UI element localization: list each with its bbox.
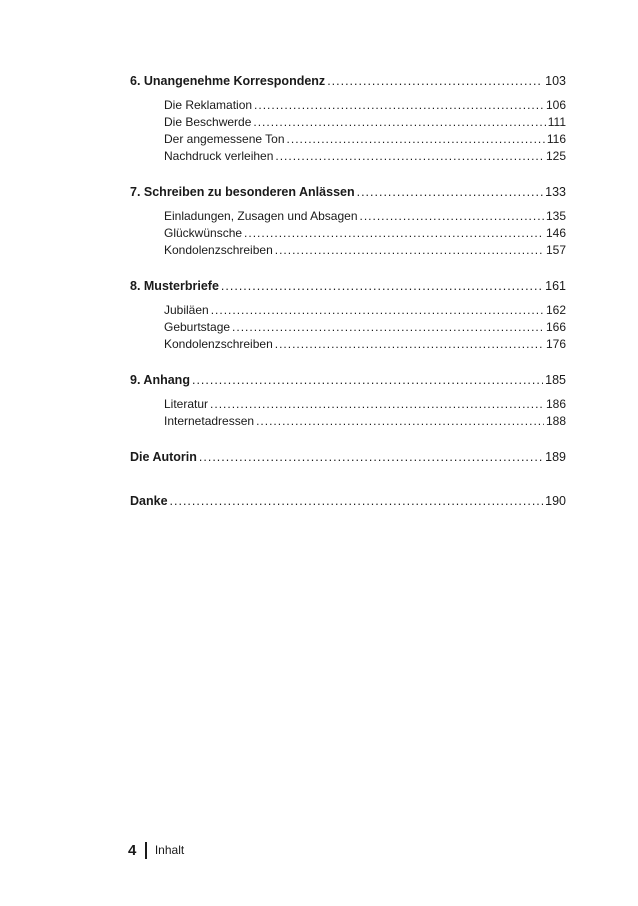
dot-leader — [275, 242, 544, 259]
dot-leader — [327, 72, 543, 90]
subsection-title: Kondolenzschreiben — [164, 337, 273, 351]
toc-subsection-entry[interactable] — [130, 114, 566, 131]
toc-subsection-entry[interactable] — [130, 413, 566, 430]
subsection-title: Geburtstage — [164, 320, 231, 334]
toc-subsection-entry[interactable] — [130, 131, 566, 148]
dot-leader — [211, 302, 544, 319]
dot-leader — [232, 319, 544, 336]
toc-subsection-list — [130, 208, 566, 259]
page-footer — [128, 840, 184, 860]
dot-leader — [192, 371, 543, 389]
toc-section — [130, 492, 566, 510]
page-number: 186 — [545, 397, 566, 411]
dot-leader — [256, 413, 544, 430]
dot-leader — [253, 114, 545, 131]
subsection-title: Literatur — [164, 397, 209, 411]
footer-divider — [145, 842, 147, 859]
footer-section-title: Inhalt — [154, 843, 185, 857]
toc-section — [130, 448, 566, 466]
page-number: 189 — [545, 450, 566, 464]
subsection-title: Jubiläen — [164, 303, 209, 317]
page-number: 135 — [545, 209, 566, 223]
toc-subsection-entry[interactable] — [130, 242, 566, 259]
page-number: 166 — [545, 320, 566, 334]
page-number: 106 — [545, 98, 566, 112]
chapter-title: 6. Unangenehme Korrespondenz — [130, 74, 326, 88]
subsection-title: Die Beschwerde — [164, 115, 252, 129]
toc-section — [130, 72, 566, 165]
dot-leader — [221, 277, 543, 295]
toc-chapter-entry[interactable] — [130, 72, 566, 90]
subsection-title: Nachdruck verleihen — [164, 149, 274, 163]
page-number: 176 — [545, 337, 566, 351]
dot-leader — [244, 225, 544, 242]
page-number: 188 — [545, 414, 566, 428]
toc-subsection-list — [130, 396, 566, 430]
toc-subsection-entry[interactable] — [130, 208, 566, 225]
toc-chapter-entry[interactable] — [130, 277, 566, 295]
chapter-title: Die Autorin — [130, 450, 197, 464]
toc-subsection-list — [130, 97, 566, 165]
table-of-contents — [130, 72, 566, 528]
toc-subsection-entry[interactable] — [130, 148, 566, 165]
page-number: 162 — [545, 303, 566, 317]
toc-subsection-list — [130, 302, 566, 353]
page-number: 116 — [546, 132, 566, 146]
chapter-title: 9. Anhang — [130, 373, 190, 387]
subsection-title: Die Reklamation — [164, 98, 253, 112]
subsection-title: Kondolenzschreiben — [164, 243, 273, 257]
toc-subsection-entry[interactable] — [130, 396, 566, 413]
subsection-title: Der angemessene Ton — [164, 132, 285, 146]
toc-subsection-entry[interactable] — [130, 97, 566, 114]
chapter-title: 8. Musterbriefe — [130, 279, 219, 293]
dot-leader — [357, 183, 544, 201]
toc-subsection-entry[interactable] — [130, 302, 566, 319]
page-number: 125 — [545, 149, 566, 163]
footer-page-number: 4 — [128, 841, 137, 859]
toc-chapter-entry[interactable] — [130, 183, 566, 201]
toc-subsection-entry[interactable] — [130, 319, 566, 336]
toc-subsection-entry[interactable] — [130, 336, 566, 353]
page-number: 103 — [545, 74, 566, 88]
page-number: 111 — [547, 115, 566, 129]
dot-leader — [210, 396, 544, 413]
page-number: 146 — [545, 226, 566, 240]
toc-chapter-entry[interactable] — [130, 371, 566, 389]
toc-subsection-entry[interactable] — [130, 225, 566, 242]
toc-section — [130, 371, 566, 430]
dot-leader — [287, 131, 545, 148]
page-number: 157 — [545, 243, 566, 257]
toc-chapter-entry[interactable] — [130, 448, 566, 466]
page-number: 185 — [545, 373, 566, 387]
toc-section — [130, 277, 566, 353]
dot-leader — [275, 336, 544, 353]
chapter-title: 7. Schreiben zu besonderen Anlässen — [130, 185, 355, 199]
subsection-title: Glückwünsche — [164, 226, 243, 240]
dot-leader — [170, 492, 544, 510]
page-number: 133 — [545, 185, 566, 199]
toc-section — [130, 183, 566, 259]
dot-leader — [275, 148, 544, 165]
page-number: 161 — [545, 279, 566, 293]
toc-chapter-entry[interactable] — [130, 492, 566, 510]
page-number: 190 — [545, 494, 566, 508]
dot-leader — [199, 448, 543, 466]
subsection-title: Internetadressen — [164, 414, 255, 428]
subsection-title: Einladungen, Zusagen und Absagen — [164, 209, 358, 223]
chapter-title: Danke — [130, 494, 168, 508]
dot-leader — [254, 97, 544, 114]
dot-leader — [360, 208, 544, 225]
